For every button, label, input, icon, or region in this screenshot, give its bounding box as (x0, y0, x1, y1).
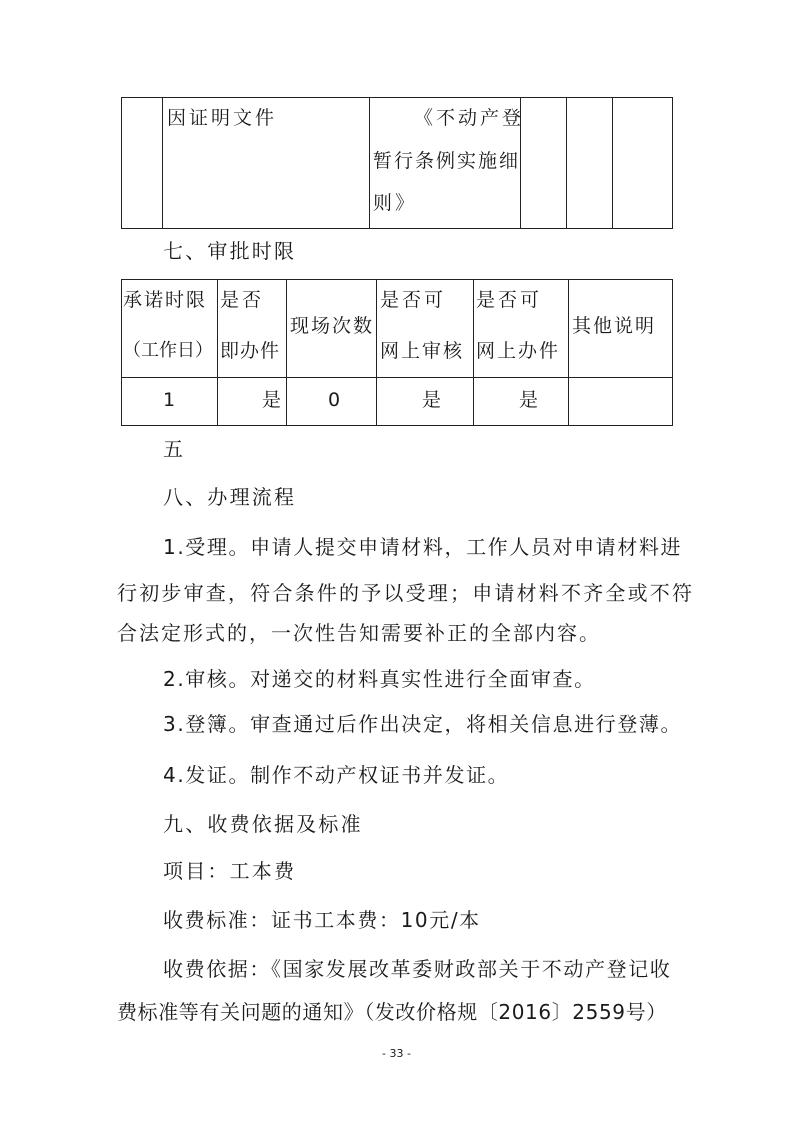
table-border-top (121, 279, 673, 280)
stray-character: 五 (163, 437, 186, 461)
table-header-online-review: 是否可 (380, 289, 447, 311)
table-col-line (121, 97, 122, 229)
table-border-bottom (121, 228, 673, 229)
table-border-top (121, 97, 673, 98)
table-cell-basis-line: 《不动产登 (414, 107, 525, 129)
process-step-1-line: 1.受理。申请人提交申请材料，工作人员对申请材料进 (163, 535, 683, 559)
table-col-line (473, 279, 474, 426)
section-heading-8: 八、办理流程 (163, 485, 297, 509)
table-cell-online-review: 是 (422, 389, 445, 411)
table-col-line (376, 279, 377, 426)
table-col-line (566, 97, 567, 229)
section-heading-9: 九、收费依据及标准 (163, 812, 363, 836)
table-cell-basis-line: 暂行条例实施细 (373, 150, 521, 172)
table-col-line (612, 97, 613, 229)
process-step-3: 3.登簿。审查通过后作出决定，将相关信息进行登薄。 (163, 712, 683, 736)
table-col-line (369, 97, 370, 229)
table-header-notes: 其他说明 (572, 315, 657, 337)
fee-basis-line: 收费依据：《国家发展改革委财政部关于不动产登记收 (163, 957, 672, 981)
table-header-workdays: （工作日） (123, 340, 213, 361)
table-cell-instant: 是 (262, 389, 285, 411)
fee-basis-line: 费标准等有关问题的通知》（发改价格规〔2016〕2559号） (117, 1000, 667, 1024)
fee-item: 项目：工本费 (163, 859, 297, 883)
table-header-online-process: 是否可 (476, 289, 543, 311)
table-col-line (286, 279, 287, 426)
process-step-1-line: 合法定形式的，一次性告知需要补正的全部内容。 (117, 621, 601, 645)
table-col-line (162, 97, 163, 229)
table-col-line (121, 279, 122, 426)
table-col-line (672, 279, 673, 426)
table-header-online-process-line2: 网上办件 (476, 340, 561, 362)
table-header-visits: 现场次数 (290, 315, 375, 337)
table-cell-promise-days: 1 (163, 389, 179, 411)
table-header-promise-limit: 承诺时限 (123, 289, 208, 311)
table-cell-proof: 因证明文件 (167, 107, 278, 129)
process-step-4: 4.发证。制作不动产权证书并发证。 (163, 763, 510, 787)
table-cell-online-process: 是 (519, 389, 542, 411)
table-cell-visits: 0 (328, 389, 344, 411)
table-col-line (672, 97, 673, 229)
table-col-line (217, 279, 218, 426)
process-step-2: 2.审核。对递交的材料真实性进行全面审查。 (163, 667, 596, 691)
table-col-line (568, 279, 569, 426)
table-border-bottom (121, 425, 673, 426)
section-heading-7: 七、审批时限 (163, 239, 297, 263)
table-header-online-review-line2: 网上审核 (380, 340, 465, 362)
table-header-instant-line2: 即办件 (220, 340, 281, 362)
fee-standard: 收费标准：证书工本费：10元/本 (163, 908, 481, 932)
table-row-line (121, 377, 673, 378)
process-step-1-line: 行初步审查，符合条件的予以受理；申请材料不齐全或不符 (117, 581, 695, 605)
table-header-instant: 是否 (220, 289, 265, 311)
table-cell-basis-line: 则》 (373, 192, 418, 214)
page-number: - 33 - (382, 1047, 411, 1060)
